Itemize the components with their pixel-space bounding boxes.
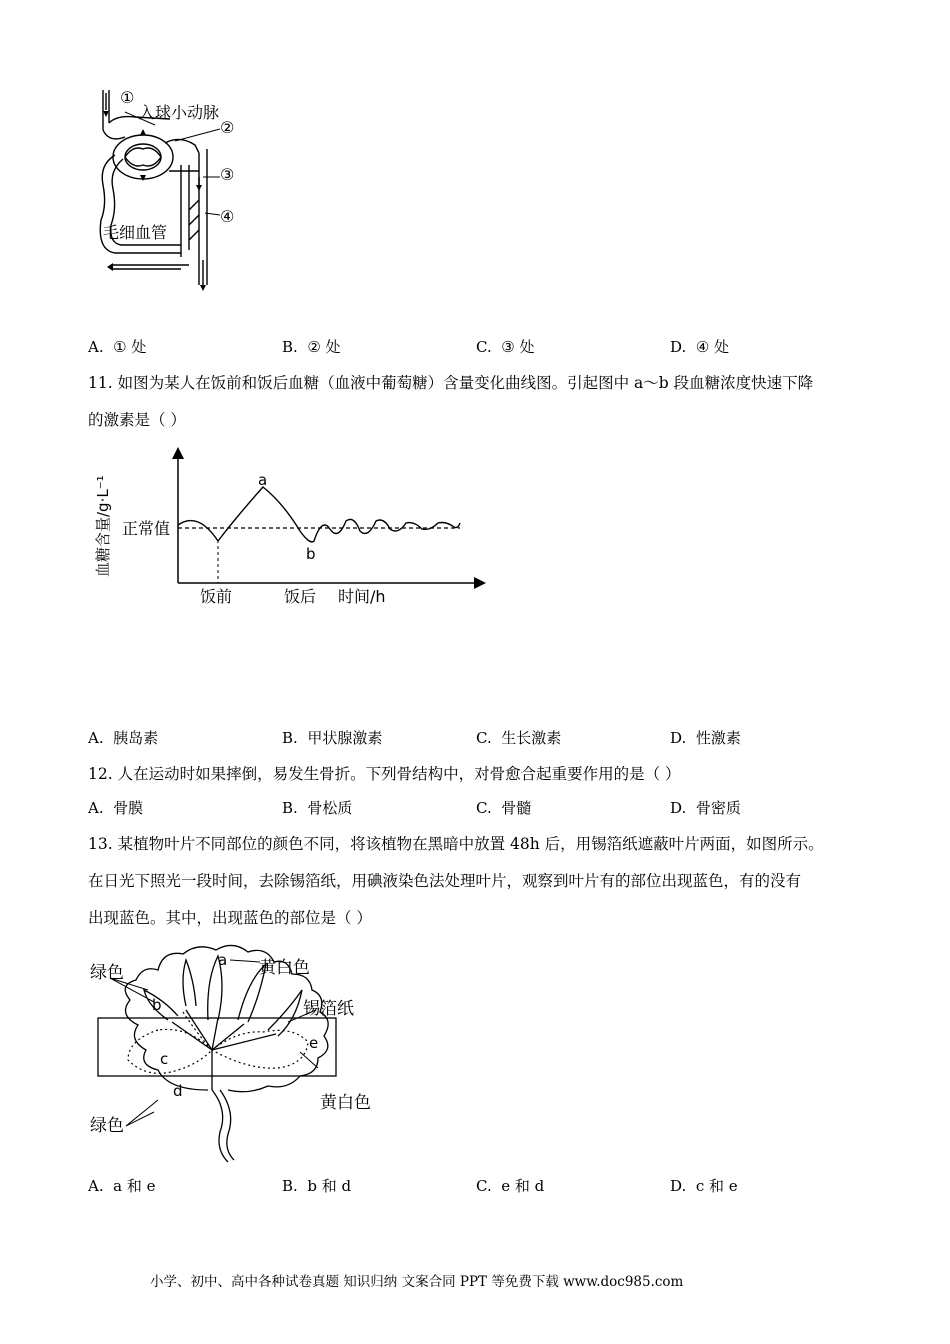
point-b: b — [306, 545, 316, 563]
label-green-top: 绿色 — [90, 963, 124, 983]
q12-option-d: D. 骨密质 — [670, 799, 741, 817]
q10-option-b: B. ② 处 — [282, 338, 341, 356]
q11-stem-line1: 11. 如图为某人在饭前和饭后血糖（血液中葡萄糖）含量变化曲线图。引起图中 a～b 段血糖浓度快速下降 — [88, 374, 814, 392]
label-d: d — [173, 1082, 183, 1100]
x-label-before: 饭前 — [200, 587, 233, 606]
q11-option-c: C. 生长激素 — [476, 729, 562, 747]
leaf-diagram — [88, 940, 388, 1165]
q13-option-c: C. e 和 d — [476, 1177, 545, 1195]
q13-stem-line1: 13. 某植物叶片不同部位的颜色不同，将该植物在黑暗中放置 48h 后，用锡箔纸遮蔽叶片两面，如图所示。 — [88, 835, 824, 853]
q12-stem: 12. 人在运动时如果摔倒，易发生骨折。下列骨结构中，对骨愈合起重要作用的是（ ） — [88, 765, 681, 783]
label-1: ① — [120, 88, 135, 107]
label-foil: 锡箔纸 — [303, 999, 354, 1019]
x-label-after: 饭后 — [284, 587, 317, 606]
q13-option-d: D. c 和 e — [670, 1177, 738, 1195]
point-a: a — [258, 471, 268, 489]
blood-glucose-chart — [88, 445, 498, 610]
label-capillary: 毛细血管 — [103, 223, 168, 242]
label-3: ③ — [220, 165, 235, 184]
x-label-time: 时间/h — [338, 587, 386, 606]
q11-stem-line2: 的激素是（ ） — [88, 411, 186, 429]
q12-option-c: C. 骨髓 — [476, 799, 532, 817]
label-yellow-bottom: 黄白色 — [320, 1093, 371, 1113]
label-4: ④ — [220, 207, 235, 226]
q10-option-a: A. ① 处 — [88, 338, 147, 356]
label-2: ② — [220, 118, 235, 137]
ylabel: 血糖含量/g·L⁻¹ — [94, 475, 112, 577]
q10-option-c: C. ③ 处 — [476, 338, 535, 356]
label-yellow-top: 黄白色 — [259, 958, 310, 978]
footer-banner[interactable]: 小学、初中、高中各种试卷真题 知识归纳 文案合同 PPT 等免费下载 www.doc985.com — [150, 1274, 684, 1290]
q10-option-d: D. ④ 处 — [670, 338, 730, 356]
label-green-bottom: 绿色 — [90, 1116, 124, 1136]
glucose-curve — [178, 487, 460, 542]
q11-option-a: A. 胰岛素 — [88, 729, 159, 747]
label-c: c — [160, 1050, 169, 1068]
normal-label: 正常值 — [122, 519, 171, 538]
q12-option-a: A. 骨膜 — [88, 799, 144, 817]
label-e: e — [309, 1034, 319, 1052]
label-afferent-artery: 入球小动脉 — [139, 103, 220, 122]
label-b: b — [152, 996, 162, 1014]
q13-stem-line2: 在日光下照光一段时间，去除锡箔纸，用碘液染色法处理叶片，观察到叶片有的部位出现蓝色，有的没有 — [88, 872, 802, 890]
label-a: a — [218, 951, 228, 969]
q11-option-b: B. 甲状腺激素 — [282, 729, 383, 747]
q13-option-b: B. b 和 d — [282, 1177, 352, 1195]
q11-option-d: D. 性激素 — [670, 729, 741, 747]
q13-stem-line3: 出现蓝色。其中，出现蓝色的部位是（ ） — [88, 909, 372, 927]
q13-option-a: A. a 和 e — [88, 1177, 156, 1195]
q12-option-b: B. 骨松质 — [282, 799, 353, 817]
